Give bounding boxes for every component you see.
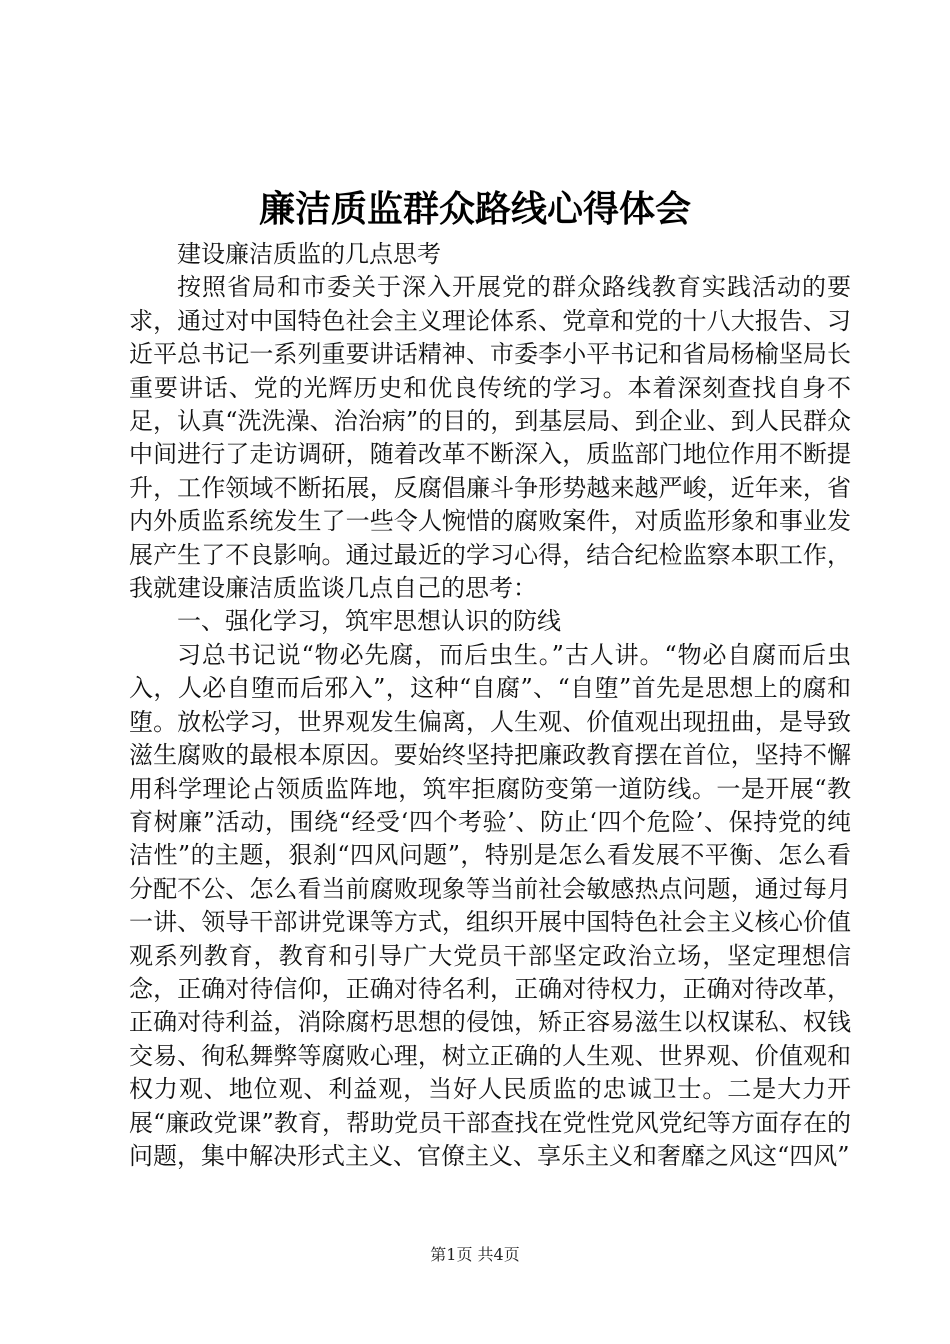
paragraph-intro: 按照省局和市委关于深入开展党的群众路线教育实践活动的要求，通过对中国特色社会主义理论体系、党章和党的十八大报告、习近平总书记一系列重要讲话精神、市委李小平书记和省局杨榆坚局长重要讲话、党的光辉历史和优良传统的学习。本着深刻查找自身不足，认真“洗洗澡、治治病”的目的，到基层局、到企业、到人民群众中间进行了走访调研，随着改革不断深入，质监部门地位作用不断提升，工作领域不断拓展，反腐倡廉斗争形势越来越严峻，近年来，省内外质监系统发生了一些令人惋惜的腐败案件，对质监形象和事业发展产生了不良影响。通过最近的学习心得，结合纪检监察本职工作，我就建设廉洁质监谈几点自己的思考： — [129, 273, 851, 603]
paragraph-section-heading: 一、强化学习，筑牢思想认识的防线 — [177, 607, 561, 636]
document-title: 廉洁质监群众路线心得体会 — [258, 188, 691, 230]
paragraph-subtitle: 建设廉洁质监的几点思考 — [177, 240, 441, 268]
paragraph-section-body: 习总书记说“物必先腐，而后虫生。”古人讲。“物必自腐而后虫入，人必自堕而后邪入”，这种“自腐”、“自堕”首先是思想上的腐和堕。放松学习，世界观发生偏离，人生观、价值观出现扭曲，是导致滋生腐败的最根本原因。要始终坚持把廉政教育摆在首位，坚持不懈用科学理论占领质监阵地，筑牢拒腐防变第一道防线。一是开展“教育树廉”活动，围绕“经受‘四个考验’、防止‘四个危险’、保持党的纯洁性”的主题，狠刹“四风问题”，特别是怎么看发展不平衡、怎么看分配不公、怎么看当前腐败现象等当前社会敏感热点问题，通过每月一讲、领导干部讲党课等方式，组织开展中国特色社会主义核心价值观系列教育，教育和引导广大党员干部坚定政治立场，坚定理想信念，正确对待信仰，正确对待名利，正确对待权力，正确对待改革，正确对待利益，消除腐朽思想的侵蚀，矫正容易滋生以权谋私、权钱交易、徇私舞弊等腐败心理，树立正确的人生观、世界观、价值观和权力观、地位观、利益观，当好人民质监的忠诚卫士。二是大力开展“廉政党课”教育，帮助党员干部查找在党性党风党纪等方面存在的问题，集中解决形式主义、官僚主义、享乐主义和奢靡之风这“四风” — [129, 640, 851, 1170]
document-body — [129, 238, 851, 1173]
page-number: 第1页 共4页 — [430, 1245, 520, 1264]
